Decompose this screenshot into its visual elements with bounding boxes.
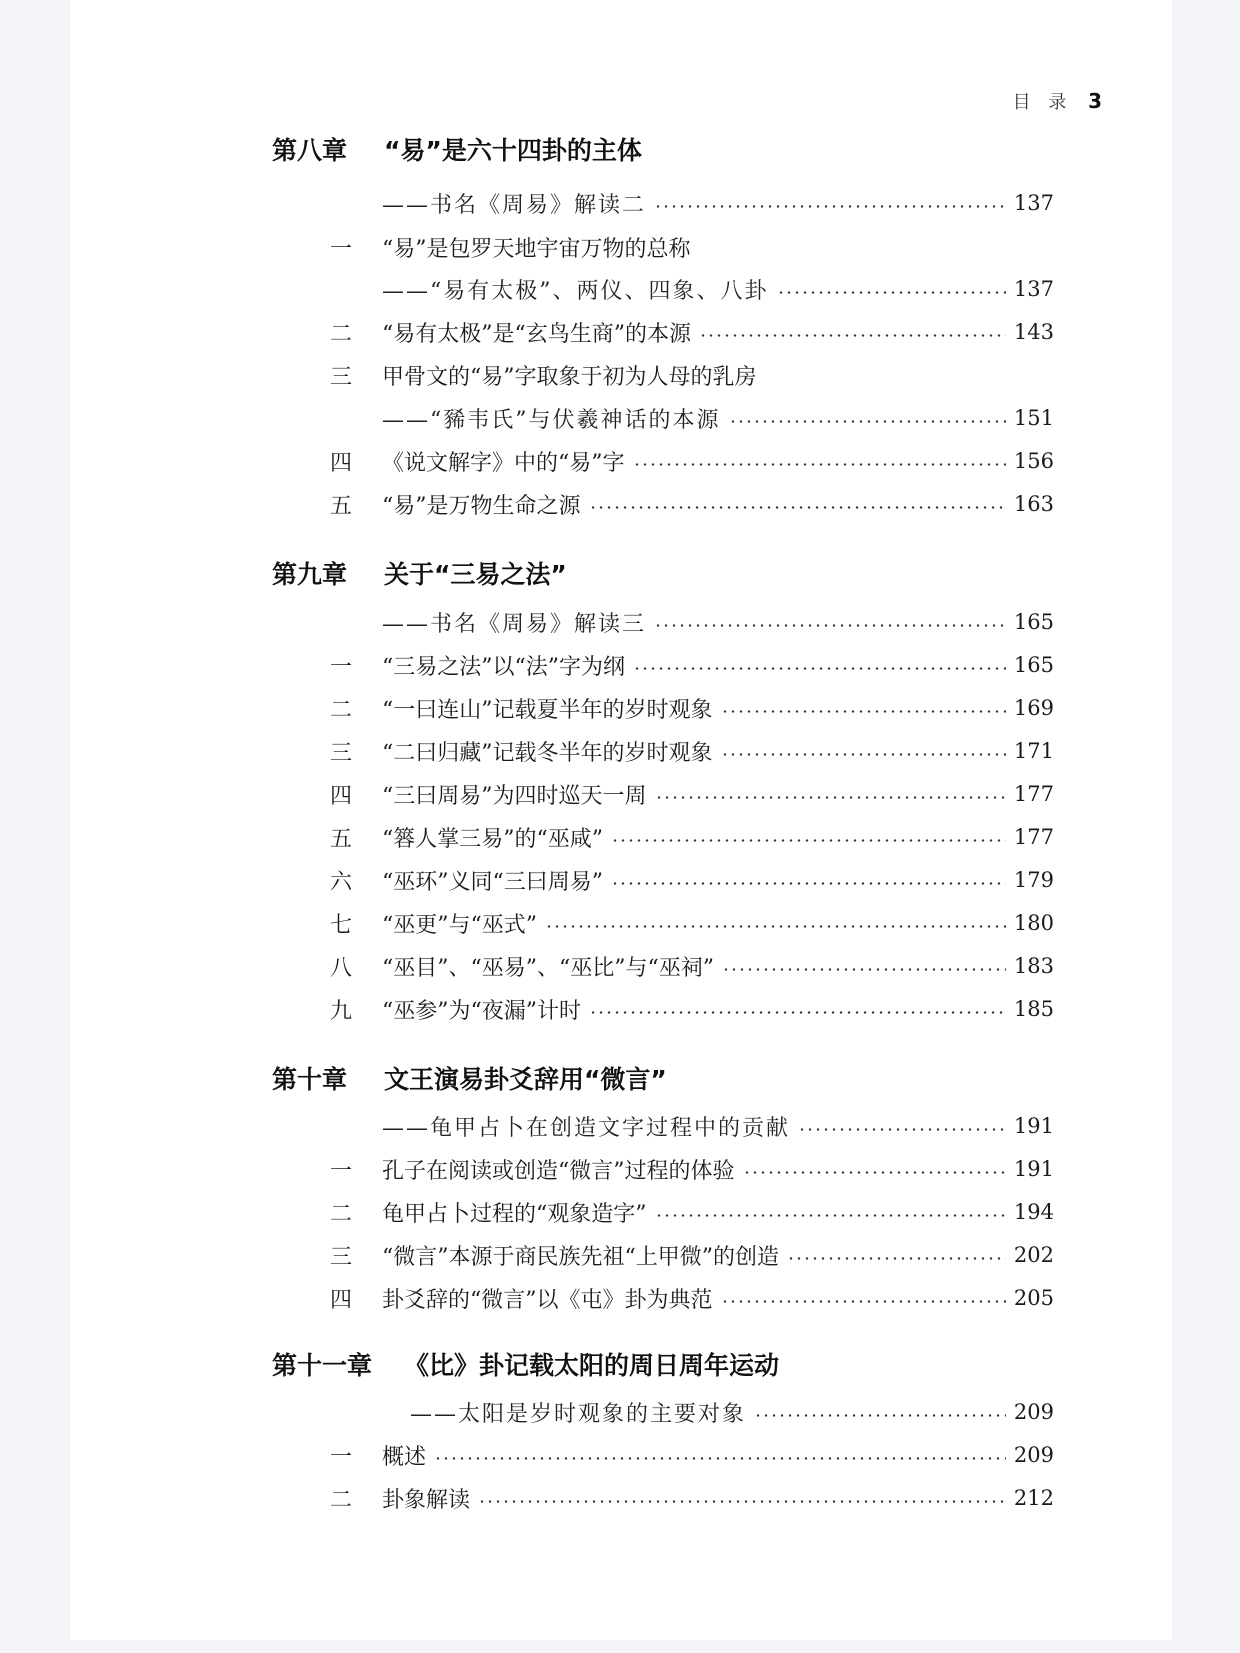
- dot-leader: [633, 463, 1006, 466]
- page-number: 165: [1013, 653, 1054, 677]
- entry-title: 甲骨文的“易”字取象于初为人母的乳房: [382, 364, 757, 390]
- header-page-number: 3: [1088, 89, 1102, 113]
- entry-title: 孔子在阅读或创造“微言”过程的体验: [382, 1158, 735, 1184]
- toc-subtitle[interactable]: [410, 1392, 1054, 1432]
- entry-index: 一: [330, 1158, 353, 1184]
- toc-entry[interactable]: [330, 946, 1054, 986]
- toc-subtitle[interactable]: [382, 1106, 1054, 1146]
- entry-title: “一曰连山”记载夏半年的岁时观象: [382, 697, 713, 723]
- dot-leader: [729, 420, 1006, 423]
- dot-leader: [655, 796, 1006, 799]
- dot-leader: [721, 710, 1006, 713]
- page-number: 209: [1013, 1443, 1054, 1467]
- dot-leader: [787, 1257, 1006, 1260]
- toc-entry-sub[interactable]: [382, 269, 1054, 309]
- chapter-heading: [272, 555, 567, 595]
- toc-entry[interactable]: [330, 1192, 1054, 1232]
- dot-leader: [722, 968, 1006, 971]
- dot-leader: [654, 205, 1006, 208]
- toc-entry-sub[interactable]: [382, 398, 1054, 438]
- toc-entry[interactable]: [330, 688, 1054, 728]
- entry-title: 龟甲占卜过程的“观象造字”: [382, 1201, 647, 1227]
- chapter-number: 第九章: [272, 560, 348, 589]
- entry-title: “三曰周易”为四时巡天一周: [382, 783, 647, 809]
- page-number: 191: [1013, 1157, 1054, 1181]
- page-number: 177: [1013, 782, 1054, 806]
- page-number: 137: [1013, 277, 1054, 301]
- dot-leader: [611, 839, 1006, 842]
- toc-subtitle[interactable]: [382, 602, 1054, 642]
- running-header: [1013, 88, 1102, 114]
- toc-entry[interactable]: [330, 312, 1054, 352]
- page-number: 185: [1013, 997, 1054, 1021]
- dot-leader: [654, 624, 1006, 627]
- entry-title: “易”是万物生命之源: [382, 493, 581, 519]
- dot-leader: [721, 753, 1006, 756]
- entry-title: “三易之法”以“法”字为纲: [382, 654, 625, 680]
- dot-leader: [743, 1171, 1006, 1174]
- entry-title: “簭人掌三易”的“巫咸”: [382, 826, 603, 852]
- entry-title: “微言”本源于商民族先祖“上甲微”的创造: [382, 1244, 779, 1270]
- dot-leader: [478, 1500, 1006, 1503]
- page-number: 209: [1013, 1400, 1054, 1424]
- entry-index: 二: [330, 1201, 353, 1227]
- dot-leader: [589, 1011, 1006, 1014]
- chapter-heading: [272, 1060, 667, 1100]
- subtitle-text: ——书名《周易》解读二: [382, 192, 647, 218]
- toc-entry[interactable]: [330, 1435, 1054, 1475]
- entry-title: 卦象解读: [382, 1487, 471, 1513]
- entry-index: 四: [330, 450, 353, 476]
- page-number: 137: [1013, 191, 1054, 215]
- subtitle-text: ——书名《周易》解读三: [382, 611, 647, 637]
- entry-index: 九: [330, 998, 353, 1024]
- subtitle-text: ——龟甲占卜在创造文字过程中的贡献: [382, 1115, 791, 1141]
- entry-title: “巫目”、“巫易”、“巫比”与“巫祠”: [382, 955, 714, 981]
- chapter-number: 第十一章: [272, 1351, 373, 1380]
- chapter-number: 第八章: [272, 136, 348, 165]
- toc-entry[interactable]: [330, 989, 1054, 1029]
- entry-title: ——“易有太极”、两仪、四象、八卦: [382, 278, 769, 304]
- page-number: 156: [1013, 449, 1054, 473]
- page-number: 163: [1013, 492, 1054, 516]
- entry-title: 概述: [382, 1444, 427, 1470]
- dot-leader: [655, 1214, 1006, 1217]
- page-number: 191: [1013, 1114, 1054, 1138]
- entry-title: “巫更”与“巫式”: [382, 912, 537, 938]
- entry-index: 一: [330, 654, 353, 680]
- page-number: 180: [1013, 911, 1054, 935]
- page-number: 171: [1013, 739, 1054, 763]
- chapter-title: 关于“三易之法”: [384, 560, 567, 589]
- page-number: 151: [1013, 406, 1054, 430]
- toc-subtitle[interactable]: [382, 183, 1054, 223]
- entry-index: 四: [330, 1287, 353, 1313]
- entry-title: ——“豨韦氏”与伏羲神话的本源: [382, 407, 721, 433]
- entry-title: 《说文解字》中的“易”字: [382, 450, 625, 476]
- toc-entry[interactable]: [330, 441, 1054, 481]
- entry-title: “二曰归藏”记载冬半年的岁时观象: [382, 740, 713, 766]
- subtitle-text: ——太阳是岁时观象的主要对象: [410, 1401, 747, 1427]
- page-number: 183: [1013, 954, 1054, 978]
- dot-leader: [754, 1414, 1006, 1417]
- chapter-heading: [272, 1346, 779, 1386]
- toc-entry[interactable]: [330, 645, 1054, 685]
- entry-title: “巫环”义同“三曰周易”: [382, 869, 603, 895]
- page-number: 179: [1013, 868, 1054, 892]
- entry-index: 五: [330, 493, 353, 519]
- entry-index: 三: [330, 1244, 353, 1270]
- chapter-title: 文王演易卦爻辞用“微言”: [384, 1065, 667, 1094]
- toc-entry[interactable]: [330, 1149, 1054, 1189]
- entry-index: 一: [330, 1444, 353, 1470]
- page-number: 194: [1013, 1200, 1054, 1224]
- chapter-number: 第十章: [272, 1065, 348, 1094]
- toc-entry[interactable]: [330, 903, 1054, 943]
- entry-index: 二: [330, 1487, 353, 1513]
- entry-index: 二: [330, 321, 353, 347]
- toc-entry[interactable]: [330, 1235, 1054, 1275]
- page-number: 143: [1013, 320, 1054, 344]
- entry-index: 二: [330, 697, 353, 723]
- entry-title: “易有太极”是“玄鸟生商”的本源: [382, 321, 691, 347]
- chapter-title: “易”是六十四卦的主体: [384, 136, 642, 165]
- toc-entry[interactable]: [330, 355, 1054, 395]
- dot-leader: [589, 506, 1006, 509]
- page-number: 205: [1013, 1286, 1054, 1310]
- entry-index: 三: [330, 364, 353, 390]
- dot-leader: [699, 334, 1006, 337]
- toc-entry[interactable]: [330, 1478, 1054, 1518]
- dot-leader: [633, 667, 1006, 670]
- dot-leader: [721, 1300, 1006, 1303]
- toc-entry[interactable]: [330, 227, 1054, 267]
- entry-title: “易”是包罗天地宇宙万物的总称: [382, 236, 691, 262]
- entry-index: 七: [330, 912, 353, 938]
- toc-entry[interactable]: [330, 774, 1054, 814]
- dot-leader: [611, 882, 1006, 885]
- page-number: 212: [1013, 1486, 1054, 1510]
- dot-leader: [798, 1128, 1006, 1131]
- toc-entry[interactable]: [330, 484, 1054, 524]
- chapter-title: 《比》卦记载太阳的周日周年运动: [404, 1351, 780, 1380]
- entry-index: 五: [330, 826, 353, 852]
- page-number: 169: [1013, 696, 1054, 720]
- page-number: 202: [1013, 1243, 1054, 1267]
- entry-index: 四: [330, 783, 353, 809]
- toc-entry[interactable]: [330, 817, 1054, 857]
- dot-leader: [777, 291, 1006, 294]
- toc-entry[interactable]: [330, 1278, 1054, 1318]
- entry-index: 一: [330, 236, 353, 262]
- header-section: 目 录: [1012, 92, 1073, 113]
- entry-index: 八: [330, 955, 353, 981]
- page-number: 177: [1013, 825, 1054, 849]
- dot-leader: [545, 925, 1006, 928]
- dot-leader: [434, 1457, 1006, 1460]
- entry-index: 三: [330, 740, 353, 766]
- entry-title: 卦爻辞的“微言”以《屯》卦为典范: [382, 1287, 713, 1313]
- chapter-heading: [272, 131, 642, 171]
- entry-title: “巫参”为“夜漏”计时: [382, 998, 581, 1024]
- toc-entry[interactable]: [330, 731, 1054, 771]
- page-number: 165: [1013, 610, 1054, 634]
- entry-index: 六: [330, 869, 353, 895]
- toc-entry[interactable]: [330, 860, 1054, 900]
